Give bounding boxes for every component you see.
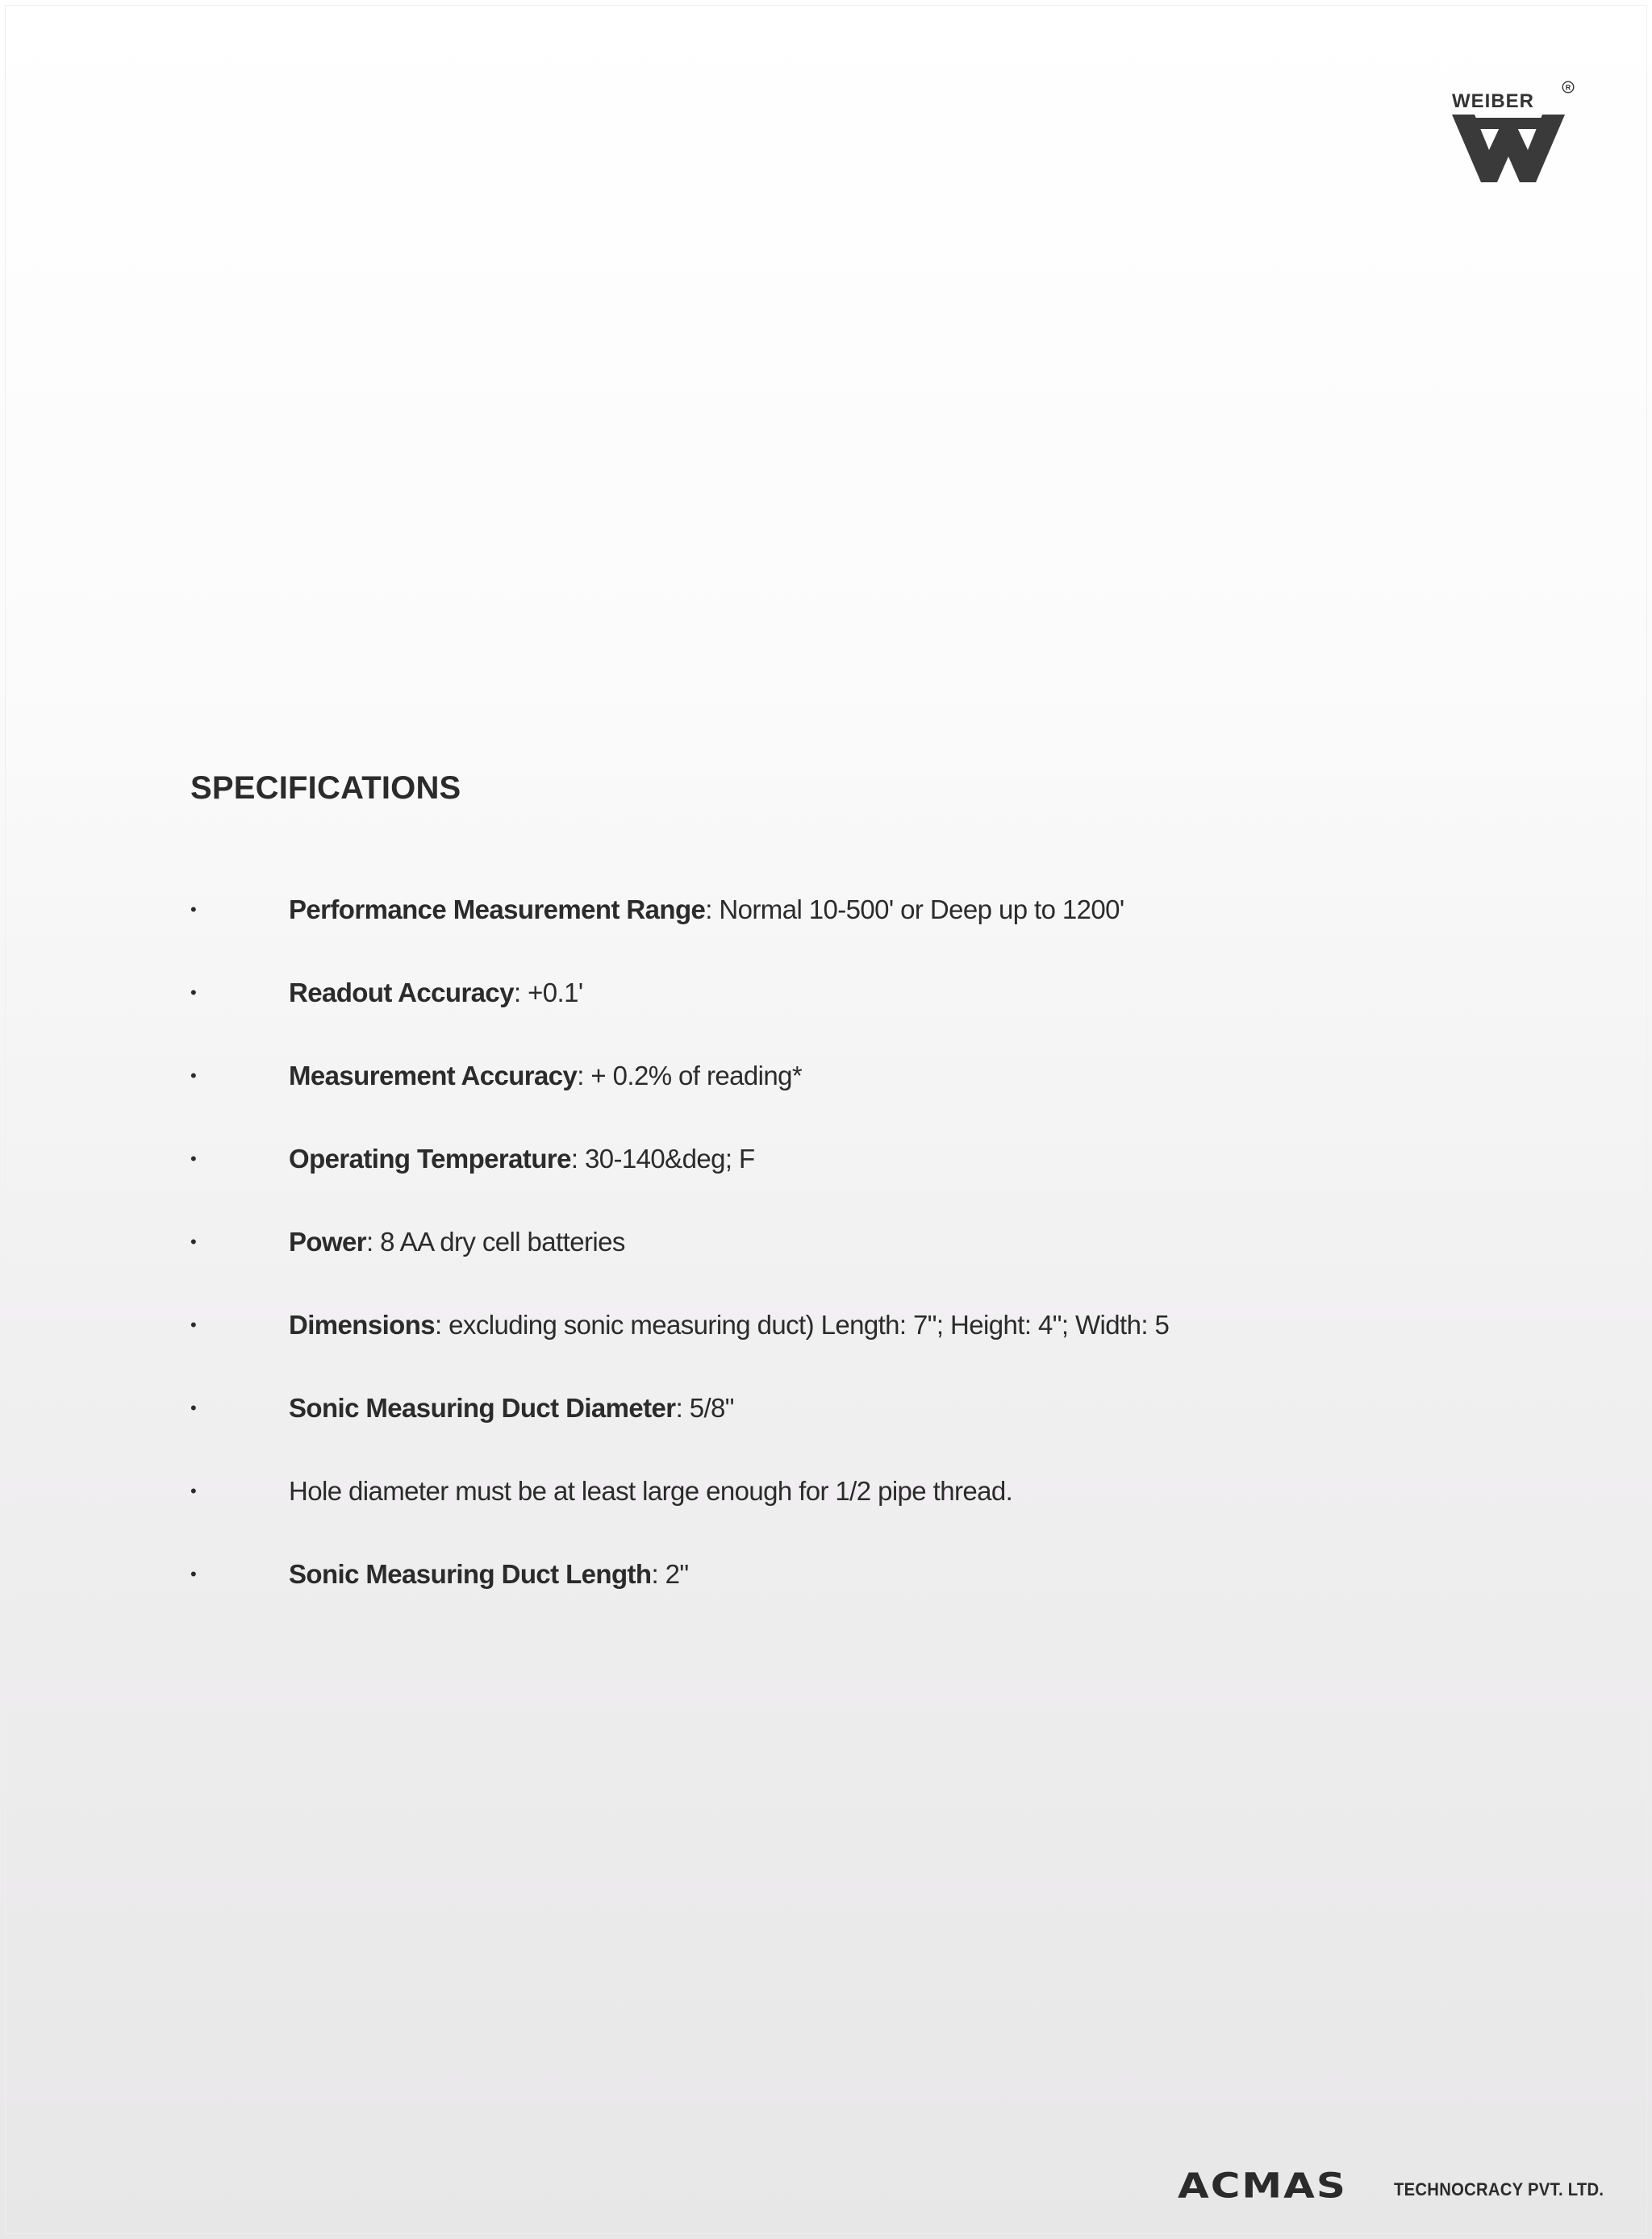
spec-value: : excluding sonic measuring duct) Length: 7"; Height: 4"; Width: 5 — [435, 1310, 1170, 1340]
company-name: TECHNOCRACY PVT. LTD. — [1394, 2179, 1604, 2199]
acmas-logo-text: ACMAS — [1178, 2166, 1347, 2206]
spec-label: Readout Accuracy — [289, 978, 514, 1007]
spec-value: : 5/8" — [675, 1393, 734, 1423]
weiber-logo — [1444, 79, 1581, 192]
bullet: • — [190, 1564, 197, 1584]
bullet: • — [190, 1149, 197, 1169]
spec-label: Sonic Measuring Duct Diameter — [289, 1393, 676, 1423]
bullet: • — [190, 1065, 197, 1086]
spec-label: Measurement Accuracy — [289, 1061, 578, 1090]
spec-label: Operating Temperature — [289, 1144, 571, 1174]
svg-text:R: R — [1565, 83, 1571, 92]
spec-label: Sonic Measuring Duct Length — [289, 1559, 652, 1589]
bullet: • — [190, 1315, 197, 1335]
bullet: • — [190, 899, 197, 919]
spec-value: : 8 AA dry cell batteries — [366, 1227, 625, 1257]
spec-value: : +0.1' — [513, 978, 583, 1007]
spec-value: : Normal 10-500' or Deep up to 1200' — [705, 894, 1124, 924]
acmas-footer-logo — [1178, 2162, 1613, 2210]
spec-value: : 30-140&deg; F — [570, 1144, 755, 1174]
spec-label: Dimensions — [289, 1310, 436, 1340]
spec-label: Power — [289, 1227, 367, 1257]
spec-value: Hole diameter must be at least large enough for 1/2 pipe thread. — [289, 1476, 1013, 1506]
bullet: • — [190, 1398, 197, 1418]
bullet: • — [190, 1481, 197, 1501]
weiber-logo-text: WEIBER — [1452, 90, 1534, 112]
spec-value: : + 0.2% of reading* — [577, 1061, 803, 1090]
bullet: • — [190, 982, 197, 1003]
registered-mark-icon — [1562, 81, 1575, 94]
spec-value: : 2" — [651, 1559, 689, 1589]
spec-label: Performance Measurement Range — [289, 894, 706, 924]
page-title: SPECIFICATIONS — [190, 770, 461, 806]
page-border — [5, 5, 1647, 2234]
bullet: • — [190, 1232, 197, 1252]
weiber-w-emblem-icon — [1452, 115, 1565, 182]
